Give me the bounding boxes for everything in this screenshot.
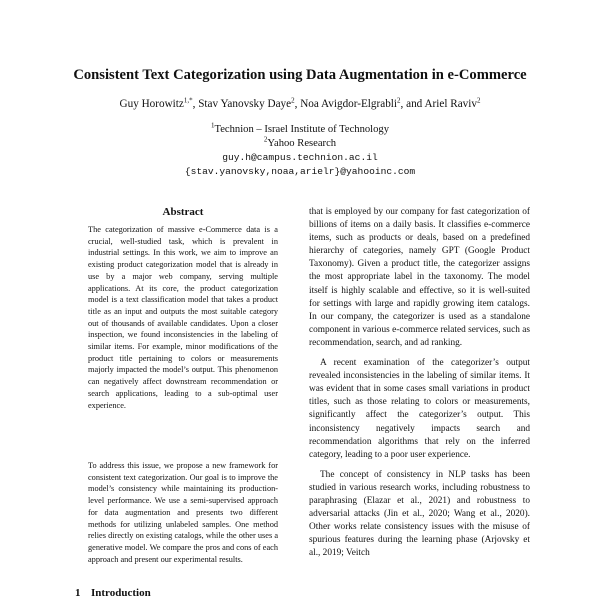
email-address: guy.h@campus.technion.ac.il bbox=[222, 152, 378, 163]
body-paragraph: A recent examination of the categorizer’s output revealed inconsistencies in the labeling of similar items. It was evident that in some cases small variations in product titles, such as those relating to colors or measurements, significantly affect the categorizer’s output. This inconsistency negatively impacts search and recommendation algorithms that rely on the inferred category, leading to a poor user experience. bbox=[309, 358, 530, 460]
body-paragraph: The concept of consistency in NLP tasks has been studied in various research works, including robustness to paraphrasing (Elazar et al., 2021) and robustness to adversarial attacks (Jin et al., 2020; Wang et al., 2020). Other works relate consistency issues with the misuse of spurious features during the learning phase (Arjovsky et al., 2019; Veitch bbox=[309, 469, 530, 559]
author-affiliation-mark: 2 bbox=[397, 96, 401, 105]
body-column-right bbox=[309, 206, 530, 567]
author-list: Guy Horowitz$^{1,*}$, Stav Yanovsky Daye$^2$, Noa Avigdor-Elgrabli$^2$, and Ariel Raviv$^2$ bbox=[119, 96, 481, 110]
author-affiliation-mark: 1,* bbox=[183, 96, 193, 105]
abstract-heading: Abstract bbox=[162, 206, 204, 218]
author-name: Stav Yanovsky Daye bbox=[198, 98, 292, 110]
paper-title: Consistent Text Categorization using Data Augmentation in e-Commerce bbox=[73, 67, 527, 83]
author-affiliation-mark: 2 bbox=[476, 96, 481, 105]
section-title: Introduction bbox=[91, 587, 151, 599]
affiliation-mark: 1 bbox=[210, 121, 215, 130]
abstract-paragraph: The categorization of massive e-Commerce data is a crucial, well-studied task, which is prevalent in industrial settings. In this work, we aim to improve an existing product categorization model that is already in use by a major web company, serving multiple applications. At its core, the product categorization model is a text classification model that takes a product title as an input and outputs the most suitable category out of thousands of available candidates. Upon a closer inspection, we found inconsistencies in the labeling of similar items. For example, minor modifications of the product title pertaining to colors or measurements majorly impacted the model’s output. This phenomenon can negatively affect downstream recommendation or search applications, leading to a sub-optimal user experience. bbox=[88, 225, 278, 410]
affiliation-1: $^1$Technion – Israel Institute of Technology bbox=[210, 121, 390, 135]
author-name: Guy Horowitz bbox=[119, 98, 184, 110]
body-paragraph: that is employed by our company for fast categorization of billions of items on a daily basis. It classifies e-commerce items, such as products or deals, based on a predefined hierarchy of categories, namely GPT (Google Product Taxonomy). Given a product title, the categorizer assigns the most appropriate label in the taxonomy. The model itself is highly scalable and effective, so it is well-suited for settings with large and rapidly growing item catalogs. In our company, the categorizer is used as a standalone component in various e-commerce related services, such as recommendation, search, and ad ranking. bbox=[309, 207, 530, 348]
author-conjunction: and bbox=[406, 98, 423, 110]
section-heading bbox=[75, 586, 275, 600]
affiliation-mark: 2 bbox=[263, 135, 268, 144]
section-number: 1 bbox=[75, 587, 81, 599]
email-address: {stav.yanovsky,noaa,arielr}@yahooinc.com bbox=[184, 166, 416, 177]
author-affiliation-mark: 2 bbox=[291, 96, 295, 105]
author-name: Ariel Raviv bbox=[424, 98, 477, 110]
abstract-paragraph: To address this issue, we propose a new framework for consistent text categorization. Our goal is to improve the model’s consistency while maintaining its production-level performance. We use a semi-supervised approach for data augmentation and presents two different methods for utilizing unlabeled samples. One method relies directly on existing catalogs, while the other uses a generative model. We compare the pros and cons of each approach and present our experimental results. bbox=[88, 461, 278, 564]
affiliation-2: $^2$Yahoo Research bbox=[263, 135, 337, 149]
author-name: Noa Avigdor-Elgrabli bbox=[300, 98, 398, 110]
